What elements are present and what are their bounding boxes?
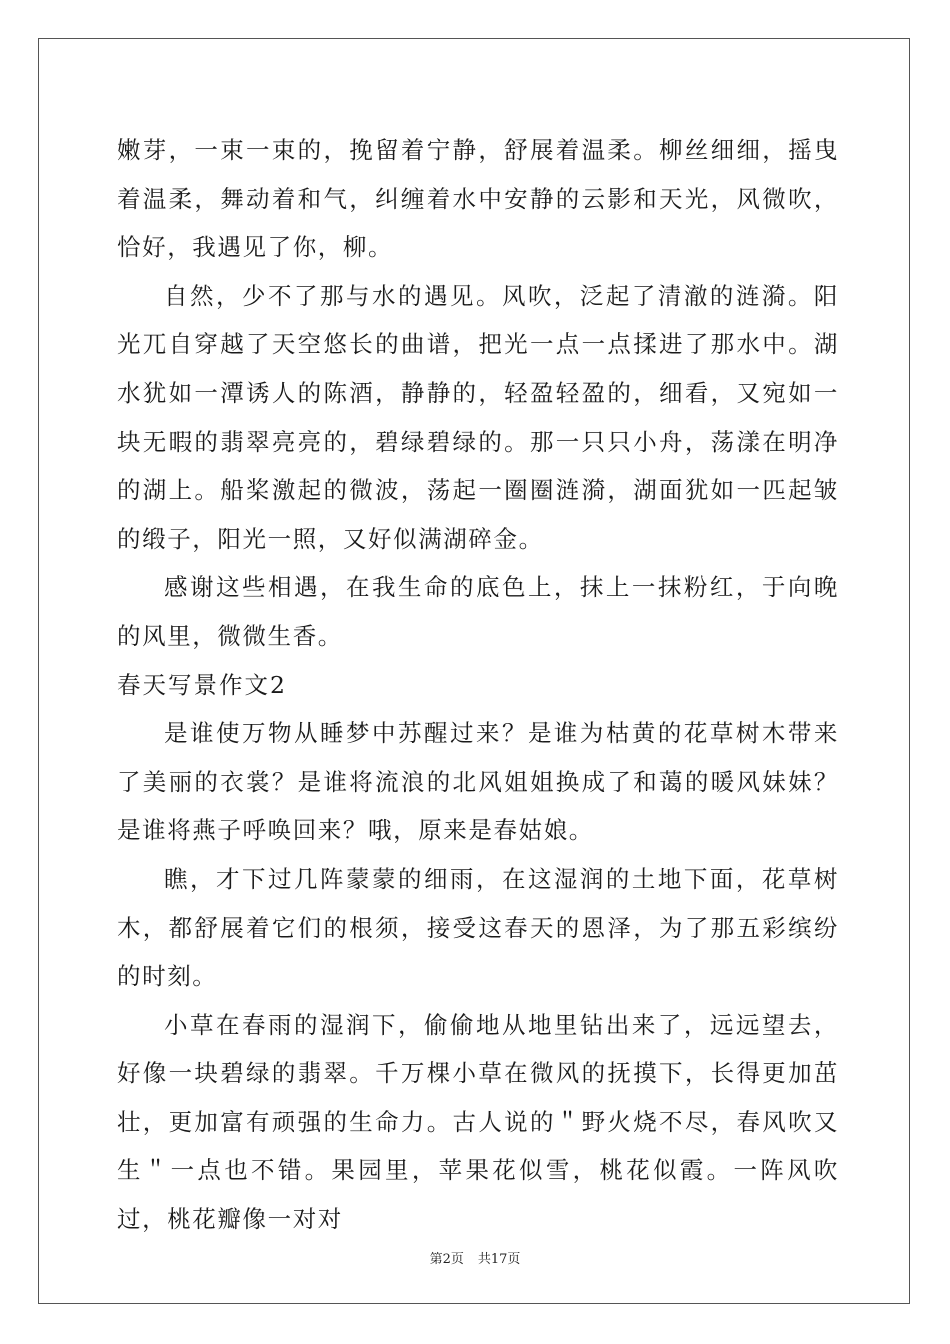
page-number: 第2页 xyxy=(429,1252,464,1267)
paragraph-5: 瞧，才下过几阵蒙蒙的细雨，在这湿润的土地下面，花草树木，都舒展着它们的根须，接受这春天的恩泽，为了那五彩缤纷的时刻。 xyxy=(117,864,839,991)
document-body xyxy=(117,126,839,1244)
paragraph-2: 自然，少不了那与水的遇见。风吹，泛起了清澈的涟漪。阳光兀自穿越了天空悠长的曲谱，把光一点一点揉进了那水中。湖水犹如一潭诱人的陈酒，静静的，轻盈轻盈的，细看，又宛如一块无暇的翡翠亮亮的，碧绿碧绿的。那一只只小舟，荡漾在明净的湖上。船桨激起的微波，荡起一圈圈涟漪，湖面犹如一匹起皱的缎子，阳光一照，又好似满湖碎金。 xyxy=(117,281,839,553)
paragraph-3: 感谢这些相遇，在我生命的底色上，抹上一抹粉红，于向晚的风里，微微生香。 xyxy=(117,573,839,650)
section-heading: 春天写景作文2 xyxy=(117,670,287,699)
paragraph-1: 嫩芽，一束一束的，挽留着宁静，舒展着温柔。柳丝细细，摇曳着温柔，舞动着和气，纠缠着水中安静的云影和天光，风微吹，恰好，我遇见了你，柳。 xyxy=(117,136,839,262)
page-footer xyxy=(0,1248,950,1267)
paragraph-6: 小草在春雨的湿润下，偷偷地从地里钻出来了，远远望去，好像一块碧绿的翡翠。千万棵小草在微风的抚摸下，长得更加茁壮，更加富有顽强的生命力。古人说的＂野火烧不尽，春风吹又生＂一点也不错。果园里，苹果花似雪，桃花似霞。一阵风吹过，桃花瓣像一对对 xyxy=(117,1010,839,1234)
page-total: 共17页 xyxy=(477,1252,521,1267)
paragraph-4: 是谁使万物从睡梦中苏醒过来？是谁为枯黄的花草树木带来了美丽的衣裳？是谁将流浪的北风姐姐换成了和蔼的暖风妹妹？是谁将燕子呼唤回来？哦，原来是春姑娘。 xyxy=(117,719,839,845)
